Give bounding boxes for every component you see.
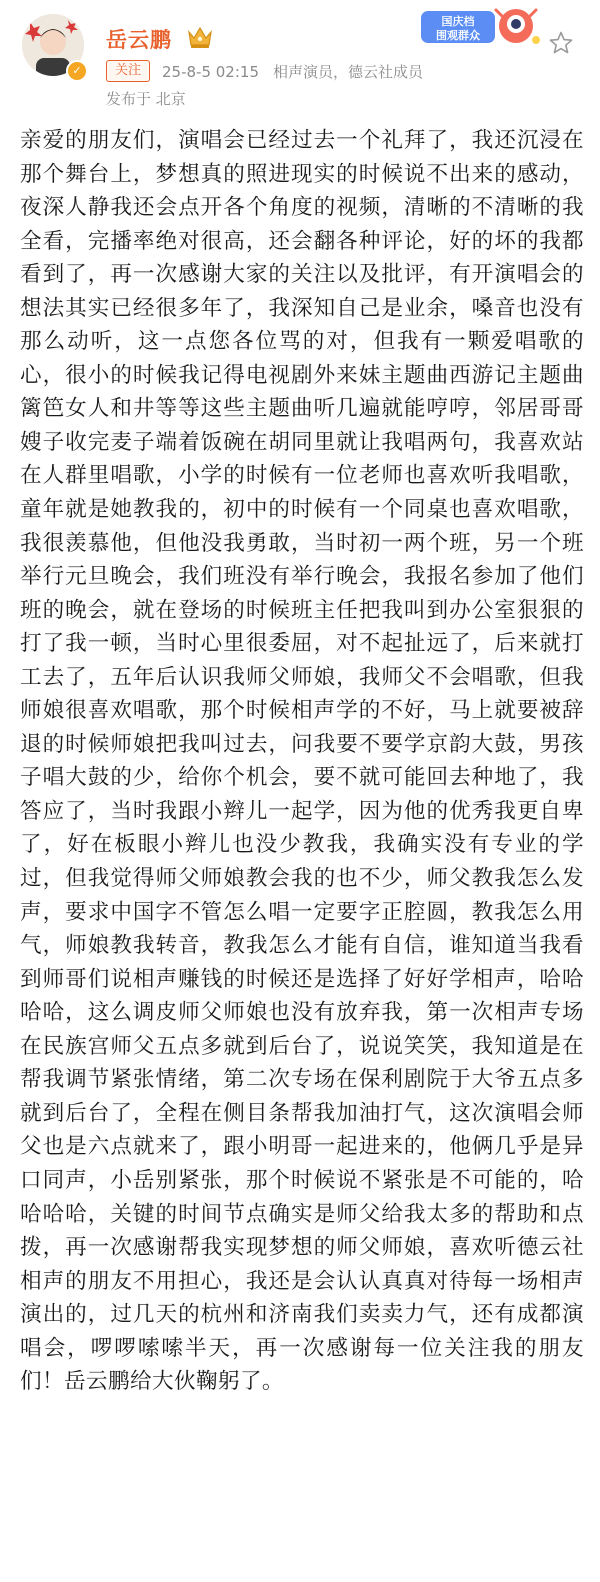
badge-line2: 围观群众 <box>436 29 480 42</box>
username[interactable]: 岳云鹏 <box>106 28 172 52</box>
post-meta <box>162 61 423 82</box>
post-time: 25-8-5 02:15 <box>162 63 259 81</box>
user-bio: 相声演员，德云社成员 <box>273 63 424 81</box>
star-icon[interactable] <box>548 30 574 56</box>
badge-line1: 国庆档 <box>441 15 475 28</box>
follow-button[interactable]: 关注 <box>106 60 150 82</box>
post-header <box>0 0 600 118</box>
verified-icon: ✓ <box>66 60 88 82</box>
crown-icon <box>186 24 214 50</box>
post-location: 发布于 北京 <box>106 90 186 108</box>
event-badge[interactable] <box>418 4 542 48</box>
post-body-text: 亲爱的朋友们，演唱会已经过去一个礼拜了，我还沉浸在那个舞台上，梦想真的照进现实的时候说不出来的感动，夜深人静我还会点开各个角度的视频，清晰的不清晰的我全看，完播率绝对很高，还会翻各种评论，好的坏的我都看到了，再一次感谢大家的关注以及批评，有开演唱会的想法其实已经很多年了，我深知自己是业余，嗓音也没有那么动听，这一点您各位骂的对，但我有一颗爱唱歌的心，很小的时候我记得电视剧外来妹主题曲西游记主题曲篱笆女人和井等等这些主题曲听几遍就能哼哼，邻居哥哥嫂子收完麦子端着饭碗在胡同里就让我唱两句，我喜欢站在人群里唱歌，小学的时候有一位老师也喜欢听我唱歌，童年就是她教我的，初中的时候有一个同桌也喜欢唱歌，我很羡慕他，但他没我勇敢，当时初一两个班，另一个班举行元旦晚会，我们班没有举行晚会，我报名参加了他们班的晚会，就在登场的时候班主任把我叫到办公室狠狠的打了我一顿，当时心里很委屈，对不起扯远了，后来就打工去了，五年后认识我师父师娘，我师父不会唱歌，但我师娘很喜欢唱歌，那个时候相声学的不好，马上就要被辞退的时候师娘把我叫过去，问我要不要学京韵大鼓，男孩子唱大鼓的少，给你个机会，要不就可能回去种地了，我答应了，当时我跟小辫儿一起学，因为他的优秀我更自卑了，好在板眼小辫儿也没少教我，我确实没有专业的学过，但我觉得师父师娘教会我的也不少，师父教我怎么发声，要求中国字不管怎么唱一定要字正腔圆，教我怎么用气，师娘教我转音，教我怎么才能有自信，谁知道当我看到师哥们说相声赚钱的时候还是选择了好好学相声，哈哈哈哈，这么调皮师父师娘也没有放弃我，第一次相声专场在民族宫师父五点多就到后台了，说说笑笑，我知道是在帮我调节紧张情绪，第二次专场在保利剧院于大爷五点多就到后台了，全程在侧目条帮我加油打气，这次演唱会师父也是六点就来了，跟小明哥一起进来的，他俩几乎是异口同声，小岳别紧张，那个时候说不紧张是不可能的，哈哈哈哈，关键的时间节点确实是师父给我太多的帮助和点拨，再一次感谢帮我实现梦想的师父师娘，喜欢听德云社相声的朋友不用担心，我还是会认认真真对待每一场相声演出的，过几天的杭州和济南我们卖卖力气，还有成都演唱会，啰啰嗦嗦半天，再一次感谢每一位关注我的朋友们！岳云鹏给大伙鞠躬了。 <box>20 128 584 1395</box>
